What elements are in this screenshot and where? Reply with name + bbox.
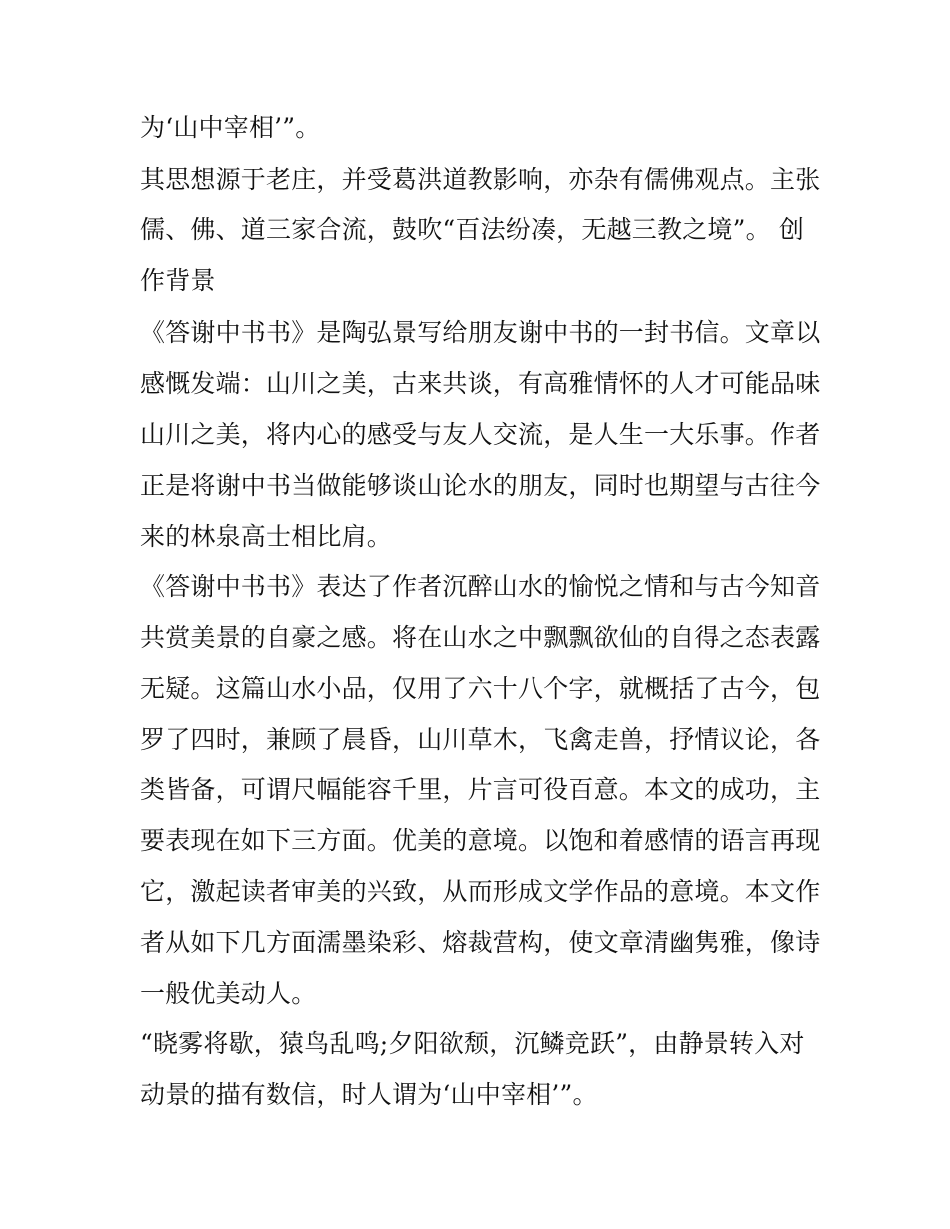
- text-line: 共赏美景的自豪之感。将在山水之中飘飘欲仙的自得之态表露: [140, 623, 821, 652]
- text-line: 者从如下几方面濡墨染彩、熔裁营构，使文章清幽隽雅，像诗: [140, 928, 821, 957]
- text-line: 《答谢中书书》表达了作者沉醉山水的愉悦之情和与古今知音: [140, 572, 821, 601]
- text-line: 类皆备，可谓尺幅能容千里，片言可役百意。本文的成功，主: [140, 775, 821, 804]
- text-line: 儒、佛、道三家合流，鼓吹“百法纷凑，无越三教之境”。 创: [140, 215, 805, 244]
- text-line: 它，激起读者审美的兴致，从而形成文学作品的意境。本文作: [140, 877, 821, 906]
- text-line: 为‘山中宰相’”。: [140, 113, 321, 142]
- text-line: 来的林泉高士相比肩。: [140, 522, 393, 551]
- text-line: 动景的描有数信，时人谓为‘山中宰相’”。: [140, 1080, 598, 1109]
- text-line: 正是将谢中书当做能够谈山论水的朋友，同时也期望与古往今: [140, 471, 821, 500]
- text-line: 要表现在如下三方面。优美的意境。以饱和着感情的语言再现: [140, 826, 821, 855]
- text-line: “晓雾将歇，猿鸟乱鸣;夕阳欲颓，沉鳞竞跃”，由静景转入对: [140, 1029, 805, 1058]
- text-line: 作背景: [140, 266, 216, 295]
- text-line: 其思想源于老庄，并受葛洪道教影响，亦杂有儒佛观点。主张: [140, 165, 821, 194]
- text-line: 山川之美，将内心的感受与友人交流，是人生一大乐事。作者: [140, 420, 821, 449]
- text-line: 《答谢中书书》是陶弘景写给朋友谢中书的一封书信。文章以: [140, 318, 821, 347]
- text-line: 一般优美动人。: [140, 979, 317, 1008]
- text-line: 罗了四时，兼顾了晨昏，山川草木，飞禽走兽，抒情议论，各: [140, 725, 821, 754]
- text-line: 无疑。这篇山水小品，仅用了六十八个字，就概括了古今，包: [140, 674, 821, 703]
- text-line: 感慨发端：山川之美，古来共谈，有高雅情怀的人才可能品味: [140, 369, 821, 398]
